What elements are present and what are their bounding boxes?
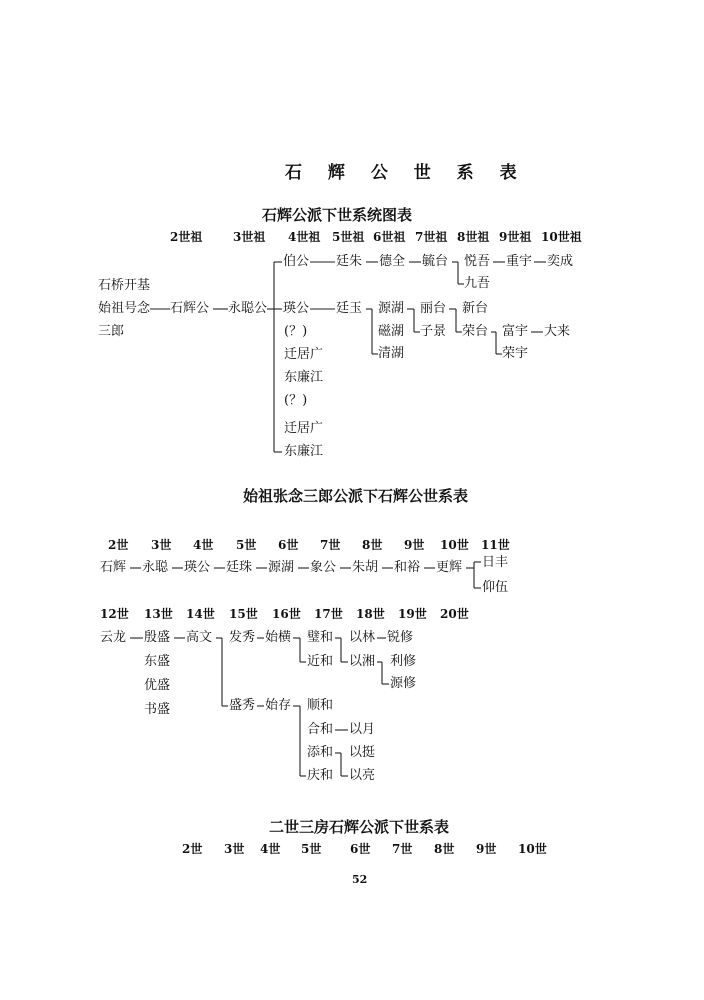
person-name: 以林 — [349, 630, 376, 645]
person-name: 清湖 — [378, 346, 405, 361]
person-name: 朱胡 — [352, 560, 379, 575]
person-name: 源湖 — [378, 301, 405, 316]
person-name: 新台 — [462, 301, 489, 316]
person-name: 廷朱 — [336, 254, 363, 269]
person-name: 大来 — [544, 324, 571, 339]
person-name: 毓台 — [422, 254, 449, 269]
person-name: 荣台 — [462, 324, 489, 339]
person-name: 源修 — [390, 676, 417, 691]
person-name: 和裕 — [394, 560, 421, 575]
note-text: 东廉江 — [284, 370, 324, 385]
gen-label: 10世 — [440, 538, 469, 552]
person-name: 锐修 — [387, 630, 414, 645]
gen-label: 5世 — [236, 538, 257, 552]
person-name: 璧和 — [307, 630, 334, 645]
gen-label: 3世 — [224, 842, 245, 856]
person-name: 石辉公 — [170, 301, 210, 316]
person-name: 书盛 — [144, 702, 171, 717]
gen-label: 9世 — [404, 538, 425, 552]
person-name: 重宇 — [506, 254, 533, 269]
gen-label: 14世 — [186, 607, 215, 621]
gen-label: 9世 — [476, 842, 497, 856]
section2-title: 始祖张念三郎公派下石辉公世系表 — [243, 487, 469, 505]
person-name: 更辉 — [436, 560, 463, 575]
person-name: 云龙 — [100, 630, 127, 645]
person-name: 丽台 — [420, 301, 447, 316]
gen-label: 9世祖 — [499, 230, 532, 244]
gen-label: 7世 — [320, 538, 341, 552]
person-name: 日丰 — [482, 555, 509, 570]
ancestor-line: 始祖号念 — [98, 301, 151, 316]
person-name: 以湘 — [349, 654, 376, 669]
gen-label: 8世 — [362, 538, 383, 552]
gen-label: 2世 — [182, 842, 203, 856]
gen-label: 4世 — [193, 538, 214, 552]
person-name: 源湖 — [268, 560, 295, 575]
gen-label: 20世 — [440, 607, 469, 621]
person-name: 奕成 — [547, 254, 574, 269]
note-text: 迁居广 — [284, 347, 324, 362]
person-name: 盛秀 — [229, 698, 256, 713]
person-name: 庆和 — [307, 768, 334, 783]
gen-label: 5世祖 — [332, 230, 365, 244]
person-name: 悦吾 — [464, 254, 491, 269]
ancestor-line: 石桥开基 — [98, 278, 151, 293]
person-name: 利修 — [390, 654, 417, 669]
page-number: 52 — [352, 873, 368, 886]
gen-label: 4世 — [260, 842, 281, 856]
person-name: 瑛公 — [283, 301, 310, 316]
person-name: 九吾 — [464, 276, 491, 291]
person-name: 始存 — [265, 698, 292, 713]
person-name: 瑛公 — [184, 560, 211, 575]
person-name: 富宇 — [502, 324, 529, 339]
person-name: 发秀 — [229, 630, 256, 645]
person-name: 廷珠 — [226, 560, 253, 575]
gen-label: 8世祖 — [457, 230, 490, 244]
gen-label: 4世祖 — [288, 230, 321, 244]
person-name: 始横 — [265, 630, 292, 645]
gen-label: 19世 — [398, 607, 427, 621]
gen-label: 3世祖 — [233, 230, 266, 244]
note-text: 迁居广 — [284, 421, 324, 436]
gen-label: 5世 — [301, 842, 322, 856]
person-name: 象公 — [310, 560, 337, 575]
person-name: 以亮 — [349, 768, 376, 783]
gen-label: 6世 — [278, 538, 299, 552]
person-name: 石辉 — [100, 560, 127, 575]
gen-label: 7世 — [392, 842, 413, 856]
gen-label: 7世祖 — [415, 230, 448, 244]
person-name: 子景 — [420, 324, 447, 339]
gen-label: 3世 — [151, 538, 172, 552]
gen-label: 2世祖 — [170, 230, 203, 244]
person-name: 廷玉 — [336, 301, 363, 316]
person-name: 优盛 — [144, 678, 171, 693]
person-name: 仰伍 — [482, 580, 509, 595]
gen-label: 10世 — [518, 842, 547, 856]
person-name: 东盛 — [144, 654, 171, 669]
unknown-name: (？) — [284, 393, 308, 408]
gen-label: 6世祖 — [373, 230, 406, 244]
person-name: 以挺 — [349, 745, 376, 760]
person-name: 荣宇 — [502, 346, 529, 361]
gen-label: 10世祖 — [541, 230, 582, 244]
person-name: 合和 — [307, 722, 334, 737]
gen-label: 2世 — [108, 538, 129, 552]
person-name: 近和 — [307, 654, 334, 669]
person-name: 殷盛 — [144, 630, 171, 645]
note-text: 东廉江 — [284, 444, 324, 459]
gen-label: 15世 — [229, 607, 258, 621]
gen-label: 8世 — [434, 842, 455, 856]
person-name: 添和 — [307, 745, 334, 760]
person-name: 磁湖 — [378, 324, 405, 339]
gen-label: 13世 — [144, 607, 173, 621]
gen-label: 18世 — [356, 607, 385, 621]
person-name: 高文 — [186, 630, 213, 645]
unknown-name: (？) — [284, 324, 308, 339]
person-name: 德全 — [379, 254, 406, 269]
person-name: 伯公 — [283, 254, 310, 269]
section1-title: 石辉公派下世系统图表 — [262, 206, 413, 224]
ancestor-line: 三郎 — [98, 324, 125, 339]
person-name: 永聪公 — [228, 301, 268, 316]
gen-label: 12世 — [100, 607, 129, 621]
gen-label: 6世 — [350, 842, 371, 856]
person-name: 以月 — [349, 722, 376, 737]
section3-title: 二世三房石辉公派下世系表 — [269, 818, 450, 836]
gen-label: 17世 — [314, 607, 343, 621]
main-title: 石 辉 公 世 系 表 — [285, 163, 527, 183]
person-name: 顺和 — [307, 698, 334, 713]
person-name: 永聪 — [142, 560, 169, 575]
gen-label: 11世 — [481, 538, 510, 552]
gen-label: 16世 — [272, 607, 301, 621]
